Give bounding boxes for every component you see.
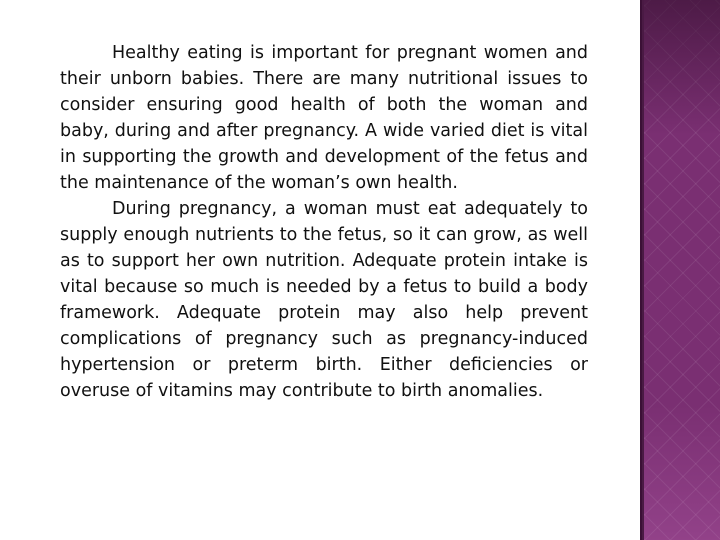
body-text bbox=[60, 40, 588, 404]
paragraph-pregnancy-nutrition: During pregnancy, a woman must eat adequately to supply enough nutrients to the fetus, so it can grow, as well as to support her own nutrition. Adequate protein intake is vital because so much is needed by a fetus to build a body framework. Adequate protein may also help prevent complications of pregnancy such as pregnancy-induced hypertension or preterm birth. Either deficiencies or overuse of vitamins may contribute to birth anomalies. bbox=[60, 199, 588, 401]
paragraph-healthy-eating: Healthy eating is important for pregnant women and their unborn babies. There are many nutritional issues to consider ensuring good health of both the woman and baby, during and after pregnancy. A wide varied diet is vital in supporting the growth and development of the fetus and the maintenance of the woman’s own health. bbox=[60, 43, 588, 193]
decorative-side-band bbox=[642, 0, 720, 540]
